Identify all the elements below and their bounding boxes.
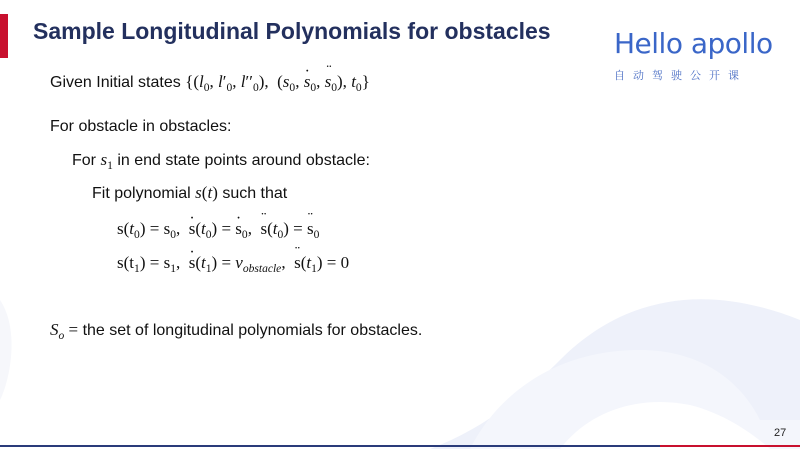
page-number: 27 xyxy=(774,427,787,439)
start-conditions-formula: $s(t_0) = s_0$, · $s(t_0)$ = · $s_0$, ¨ $s(t_0)$ = ¨ $s_0$ xyxy=(117,219,319,239)
for-s1-loop xyxy=(72,150,370,173)
end-conditions-formula: $s(t_1) = s_1$, · $s(t_1) = v_{obstacle}$, ¨ $s(t_1) = 0$ xyxy=(117,253,349,273)
given-label: Given Initial states xyxy=(50,74,181,91)
result-text: the set of longitudinal polynomials for obstacles. xyxy=(82,322,423,339)
result-definition xyxy=(50,320,423,343)
slide-title: Sample Longitudinal Polynomials for obstacles xyxy=(33,18,551,44)
fit-suffix: such that xyxy=(222,185,288,202)
s1-symbol: $s_1$ xyxy=(100,150,113,173)
given-initial-states xyxy=(50,72,370,95)
footer-accent xyxy=(660,445,800,447)
for-s1-description: in end state points around obstacle: xyxy=(117,152,370,169)
for-obstacle-loop: For obstacle in obstacles: xyxy=(50,118,232,135)
for-label: For xyxy=(72,152,96,169)
title-accent-bar xyxy=(0,14,8,58)
fit-polynomial xyxy=(92,183,287,203)
initial-state-formula: {($l_0$, $l'_0$, $l''_0$), ($s_0$, · $s_0$, ¨ $s_0$), $t_0$} xyxy=(185,72,370,91)
fit-label: Fit polynomial xyxy=(92,185,191,202)
st-symbol: s(t) xyxy=(195,183,218,202)
logo-wordmark: Hello apollo xyxy=(614,27,773,60)
hello-apollo-logo xyxy=(614,27,774,83)
logo-subtitle: 自动驾驶公开课 xyxy=(614,69,747,82)
so-symbol: $S_o$ = xyxy=(50,320,79,343)
